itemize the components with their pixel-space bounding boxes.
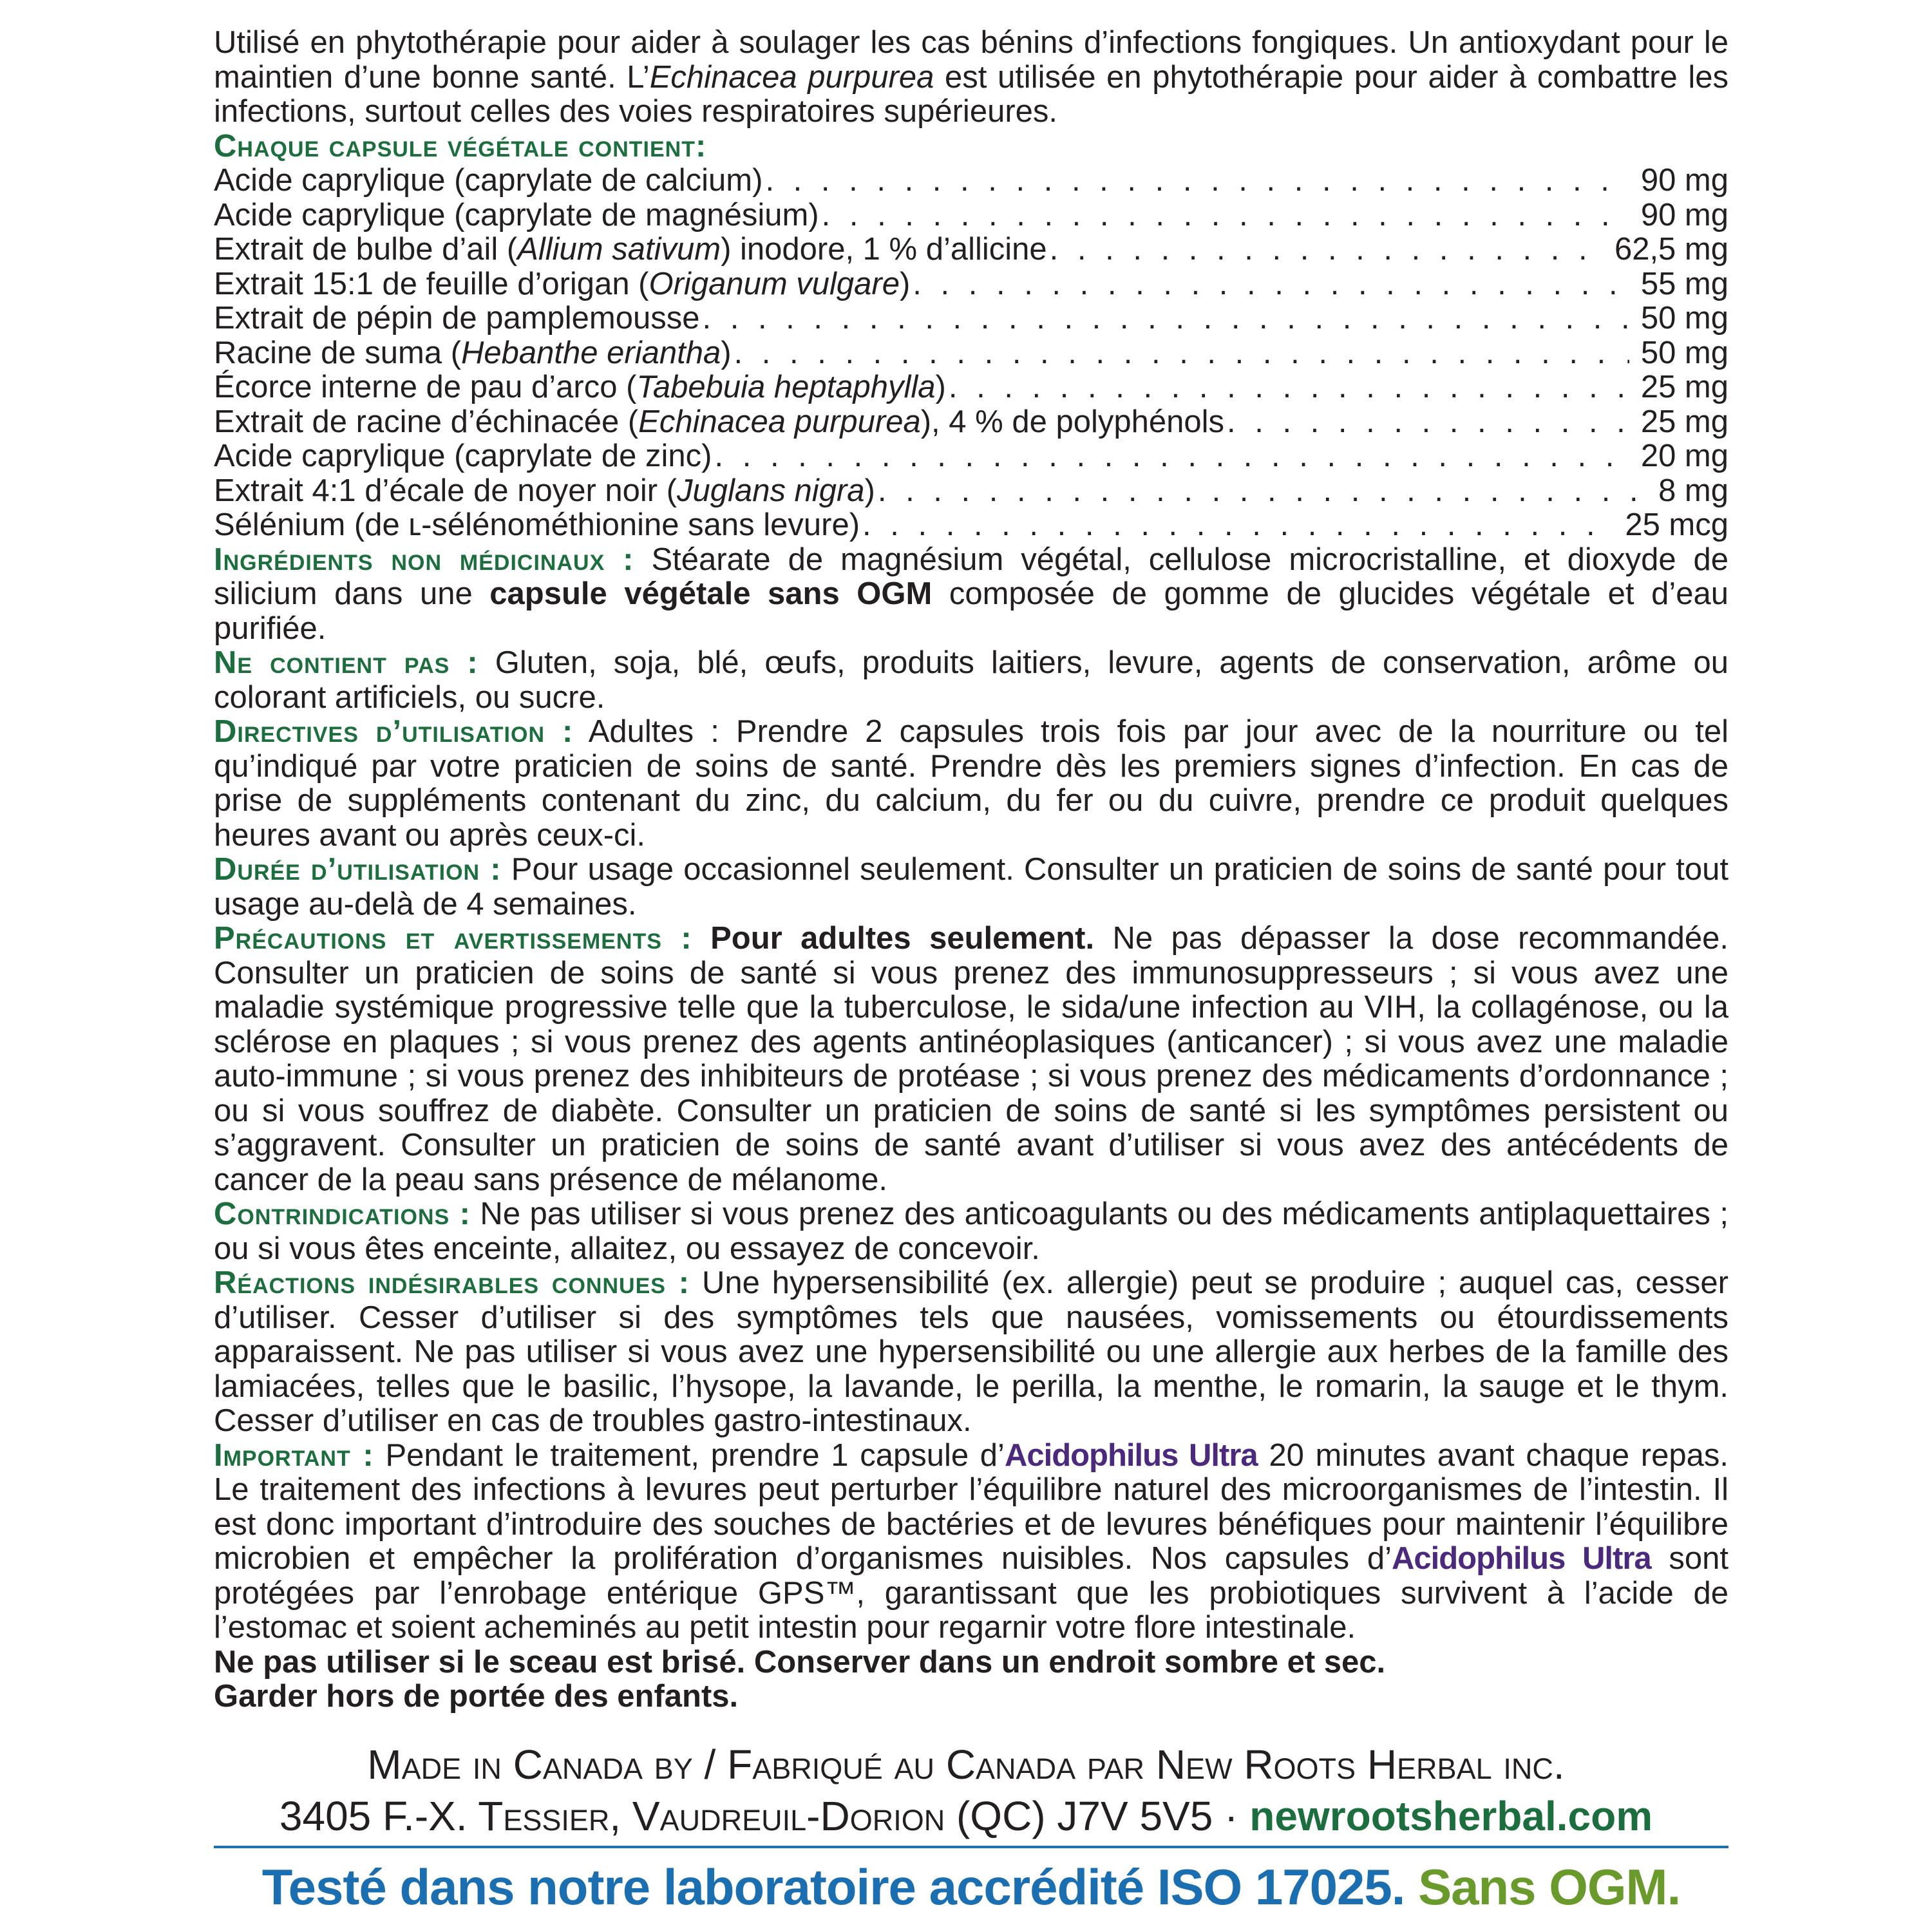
ingredient-name xyxy=(214,439,712,474)
ingredient-row xyxy=(214,508,1728,543)
important-text: Pendant le traitement, prendre 1 capsule d’ xyxy=(374,1437,1005,1473)
not-contain-text: Gluten, soja, blé, œufs, produits laitiers, levure, agents de conservation, arôme ou colorant artificiels, ou sucre. xyxy=(214,645,1728,715)
adults-only-text: Pour adultes seulement. xyxy=(692,921,1095,956)
ingredient-name-text: Extrait de pépin de pamplemousse xyxy=(214,301,700,336)
ingredient-name xyxy=(214,267,910,302)
brand-acidophilus-ultra-2: Acidophilus Ultra xyxy=(1391,1541,1651,1576)
ingredient-name xyxy=(214,405,1224,440)
children-warning: Garder hors de portée des enfants. xyxy=(214,1679,739,1714)
label-text-block xyxy=(214,26,1728,1714)
not-contain-label: Ne contient pas : xyxy=(214,645,478,680)
non-gmo-capsule-text: capsule végétale sans OGM xyxy=(489,576,933,611)
precautions-text: Ne pas dépasser la dose recommandée. Consulter un praticien de soins de santé si vous prenez des immunosuppresseurs ; si vous avez une maladie systémique progressive telle que la tuberculose, le sida/une infection au VIH, la collagénose, ou la sclérose en plaques ; si vous prenez des agents antinéoplasiques (anticancer) ; si vous avez une maladie auto-immune ; si vous prenez des inhibiteurs de protéase ; si vous prenez des médicaments d’ordonnance ; ou si vous souffrez de diabète. Consulter un praticien de soins de santé si les symptômes persistent ou s’aggravent. Consulter un praticien de soins de santé avant d’utiliser si vous avez des antécédents de cancer de la peau sans présence de mélanome. xyxy=(214,921,1728,1197)
directions-adults: Adultes xyxy=(573,714,694,749)
important-paragraph xyxy=(214,1439,1728,1645)
intro-text: Utilisé en phytothérapie pour aider à soulager les cas bénins d’infections fongiques. Un antioxydant pour le maintien d’une bonne santé. L’ xyxy=(214,25,1728,95)
intro-paragraph xyxy=(214,26,1728,129)
footer-banner xyxy=(214,1855,1728,1919)
ingredients-heading: Chaque capsule végétale contient: xyxy=(214,128,707,164)
website-link[interactable]: newrootsherbal.com xyxy=(1249,1793,1653,1839)
ingredient-name xyxy=(214,508,860,543)
dot-leader xyxy=(765,164,1629,198)
dot-leader xyxy=(862,508,1613,543)
non-medicinal-paragraph xyxy=(214,543,1728,647)
ingredient-row xyxy=(214,439,1728,474)
ingredient-name-text: Acide caprylique (caprylate de calcium) xyxy=(214,163,763,198)
ingredient-name-suffix: ), 4 % de polyphénols xyxy=(920,404,1224,439)
precautions-paragraph xyxy=(214,922,1728,1197)
ingredient-amount: 20 mg xyxy=(1640,439,1728,473)
ingredient-name-text: Acide caprylique (caprylate de zinc) xyxy=(214,439,712,473)
ingredient-row xyxy=(214,198,1728,233)
directions-label: Directives d’utilisation : xyxy=(214,714,574,749)
manufacturer-address-line xyxy=(213,1790,1719,1842)
ingredient-latin-name: Origanum vulgare xyxy=(649,266,900,301)
ingredient-amount: 8 mg xyxy=(1658,473,1728,508)
duration-paragraph xyxy=(214,853,1728,922)
ingredient-row xyxy=(214,232,1728,267)
ingredient-name-text: Acide caprylique (caprylate de magnésium) xyxy=(214,197,819,232)
contraindications-text: Ne pas utiliser si vous prenez des anticoagulants ou des médicaments antiplaquettaires ; ou si vous êtes enceinte, allaitez, ou essayez de concevoir. xyxy=(214,1197,1728,1266)
seal-warning: Ne pas utiliser si le sceau est brisé. Conserver dans un endroit sombre et sec. xyxy=(214,1644,1386,1680)
directions-paragraph xyxy=(214,715,1728,853)
brand-acidophilus-ultra: Acidophilus Ultra xyxy=(1004,1437,1258,1473)
ingredient-name-suffix: ) xyxy=(935,370,946,404)
ingredient-name-suffix: ) inodore, 1 % d’allicine xyxy=(721,232,1047,267)
ingredient-amount: 55 mg xyxy=(1640,266,1728,301)
duration-label: Durée d’utilisation : xyxy=(214,852,502,887)
ingredient-name-text: Extrait 15:1 de feuille d’origan ( xyxy=(214,266,649,301)
ingredient-name xyxy=(214,164,762,198)
ingredient-name-suffix: ) xyxy=(721,335,732,370)
ingredient-latin-name: Tabebuia heptaphylla xyxy=(636,370,936,404)
ingredient-list xyxy=(214,164,1728,543)
dot-leader xyxy=(949,370,1629,405)
ingredient-name-text: Racine de suma ( xyxy=(214,335,462,370)
ingredient-row xyxy=(214,336,1728,371)
ingredient-latin-name: Juglans nigra xyxy=(677,473,865,508)
ingredient-name-text: Écorce interne de pau d’arco ( xyxy=(214,370,637,404)
non-medicinal-text: Stéarate de magnésium végétal, cellulose microcristalline, et dioxyde de silicium dans une xyxy=(214,542,1729,611)
ingredient-amount: 62,5 mg xyxy=(1614,232,1728,267)
dot-leader xyxy=(878,474,1647,509)
ingredient-amount: 50 mg xyxy=(1640,301,1728,336)
dot-leader xyxy=(734,336,1629,371)
contraindications-label: Contrindications : xyxy=(214,1197,471,1231)
non-medicinal-label: Ingrédients non médicinaux : xyxy=(214,542,634,577)
intro-latin-name: Echinacea purpurea xyxy=(649,59,934,95)
ingredient-row xyxy=(214,267,1728,302)
ingredient-name-suffix: ) xyxy=(899,266,911,301)
non-gmo-text: Sans OGM. xyxy=(1405,1859,1681,1915)
ingredient-latin-name: Echinacea purpurea xyxy=(638,404,921,439)
iso-tested-text: Testé dans notre laboratoire accrédité ISO 17025. xyxy=(261,1859,1405,1915)
dot-leader xyxy=(822,198,1629,233)
ingredient-name-suffix: ) xyxy=(864,473,875,508)
ingredient-name xyxy=(214,336,732,371)
ingredient-name-text: Extrait de racine d’échinacée ( xyxy=(214,404,639,439)
ingredient-row xyxy=(214,164,1728,198)
ingredient-name-text: Sélénium (de ʟ-sélénométhionine sans levure) xyxy=(214,507,860,542)
ingredient-amount: 50 mg xyxy=(1640,335,1728,370)
duration-text: Pour usage occasionnel seulement. Consulter un praticien de soins de santé pour tout usage au-delà de 4 semaines. xyxy=(214,852,1729,922)
intro-text-2: est utilisée en phytothérapie pour aider à combattre les infections, surtout celles des voies respiratoires supérieures. xyxy=(214,59,1729,129)
ingredient-amount: 90 mg xyxy=(1640,197,1728,232)
ingredient-amount: 90 mg xyxy=(1640,163,1728,198)
adverse-reactions-label: Réactions indésirables connues : xyxy=(214,1265,690,1300)
manufacturer-address: 3405 F.-X. Tessier, Vaudreuil-Dorion (QC) J7V 5V5 · xyxy=(279,1793,1250,1839)
directions-text: : Prendre 2 capsules trois fois par jour avec de la nourriture ou tel qu’indiqué par votre praticien de soins de santé. Prendre dès les premiers signes d’infection. En cas de prise de suppléments contenant du zinc, du calcium, du fer ou du cuivre, prendre ce produit quelques heures avant ou après ceux-ci. xyxy=(214,714,1728,853)
ingredient-row xyxy=(214,405,1728,440)
dot-leader xyxy=(703,301,1629,336)
ingredient-name xyxy=(214,198,819,233)
ingredient-name xyxy=(214,474,875,509)
ingredient-amount: 25 mg xyxy=(1640,404,1728,439)
dot-leader xyxy=(1050,232,1603,267)
dot-leader xyxy=(714,439,1629,474)
ingredient-latin-name: Allium sativum xyxy=(517,232,721,267)
important-text-2: 20 minutes avant chaque repas. Le traitement des infections à levures peut perturber l’équilibre naturel des microorganismes de l’intestin. Il est donc important d’introduire des souches de bactéries et de levures bénéfiques pour maintenir l’équilibre microbien et empêcher la prolifération d’organismes nuisibles. Nos capsules d’ xyxy=(214,1437,1728,1576)
ingredient-row xyxy=(214,474,1728,509)
important-text-3: sont protégées par l’enrobage entérique GPS™, garantissant que les probiotiques survivent à l’acide de l’estomac et soient acheminés au petit intestin pour regarnir votre flore intestinale. xyxy=(214,1541,1728,1645)
not-contain-paragraph xyxy=(214,646,1728,715)
adverse-reactions-text: Une hypersensibilité (ex. allergie) peut se produire ; auquel cas, cesser d’utiliser. Cesser d’utiliser si des symptômes tels que nausées, vomissements ou étourdissements apparaissent. Ne pas utiliser si vous avez une hypersensibilité ou une allergie aux herbes de la famille des lamiacées, telles que le basilic, l’hysope, la lavande, le perilla, la menthe, le romarin, la sauge et le thym. Cesser d’utiliser en cas de troubles gastro-intestinaux. xyxy=(214,1265,1729,1438)
ingredient-latin-name: Hebanthe eriantha xyxy=(461,335,721,370)
ingredient-name-text: Extrait 4:1 d’écale de noyer noir ( xyxy=(214,473,677,508)
dot-leader xyxy=(913,267,1629,302)
adverse-reactions-paragraph xyxy=(214,1266,1728,1439)
ingredient-name xyxy=(214,301,700,336)
ingredient-amount: 25 mcg xyxy=(1625,507,1728,542)
ingredient-row xyxy=(214,301,1728,336)
footer-divider xyxy=(214,1846,1728,1848)
important-label: Important : xyxy=(214,1437,374,1473)
precautions-label: Précautions et avertissements : xyxy=(214,921,692,956)
ingredient-name xyxy=(214,232,1047,267)
ingredient-amount: 25 mg xyxy=(1640,370,1728,404)
ingredient-name-text: Extrait de bulbe d’ail ( xyxy=(214,232,518,267)
manufacturer-line: Made in Canada by / Fabriqué au Canada par New Roots Herbal inc. xyxy=(367,1741,1565,1788)
ingredient-name xyxy=(214,370,946,405)
ingredient-row xyxy=(214,370,1728,405)
non-medicinal-text-2: composée de gomme de glucides végétale et d’eau purifiée. xyxy=(214,576,1728,646)
dot-leader xyxy=(1227,405,1629,440)
contraindications-paragraph xyxy=(214,1197,1728,1266)
